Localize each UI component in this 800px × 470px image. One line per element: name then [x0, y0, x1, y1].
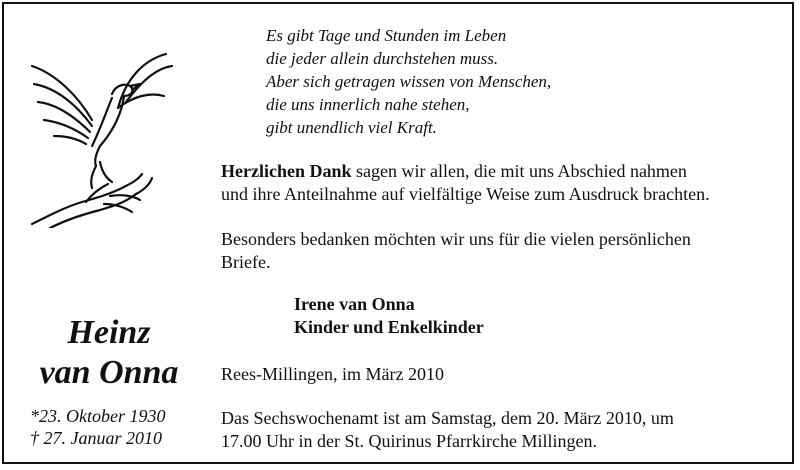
- deceased-name: [19, 313, 199, 393]
- poem-line: Aber sich getragen wissen von Menschen,: [266, 72, 552, 91]
- life-dates: [30, 405, 165, 449]
- poem-line: die jeder allein durchstehen muss.: [266, 49, 499, 68]
- thanks-text: sagen wir allen, die mit uns Abschied nahmen: [351, 161, 687, 181]
- special-thanks-paragraph: [221, 228, 691, 274]
- poem-line: die uns innerlich nahe stehen,: [266, 95, 470, 114]
- thanks-heading: Herzlichen Dank: [221, 161, 352, 181]
- mass-text: 17.00 Uhr in der St. Quirinus Pfarrkirche Millingen.: [221, 431, 597, 451]
- signature-line: Kinder und Enkelkinder: [294, 317, 484, 337]
- poem: [266, 24, 551, 139]
- obituary-card: [2, 2, 794, 464]
- poem-line: gibt unendlich viel Kraft.: [266, 118, 437, 137]
- thanks-text: und ihre Anteilnahme auf vielfältige Weise zum Ausdruck brachten.: [221, 184, 710, 204]
- first-name: Heinz: [67, 314, 151, 351]
- birth-date: *23. Oktober 1930: [30, 406, 166, 426]
- place-date: Rees-Millingen, im März 2010: [221, 364, 444, 384]
- special-thanks-text: Briefe.: [221, 252, 271, 272]
- thanks-paragraph: [221, 160, 710, 206]
- mass-text: Das Sechswochenamt ist am Samstag, dem 20. März 2010, um: [221, 408, 674, 428]
- special-thanks-text: Besonders bedanken möchten wir uns für die vielen persönlichen: [221, 229, 691, 249]
- signature: [294, 293, 484, 339]
- memorial-mass-notice: [221, 407, 674, 453]
- dove-over-hand-icon: [26, 38, 176, 228]
- signature-line: Irene van Onna: [294, 294, 415, 314]
- last-name: van Onna: [39, 354, 179, 391]
- death-date: † 27. Januar 2010: [30, 428, 162, 448]
- poem-line: Es gibt Tage und Stunden im Leben: [266, 26, 507, 45]
